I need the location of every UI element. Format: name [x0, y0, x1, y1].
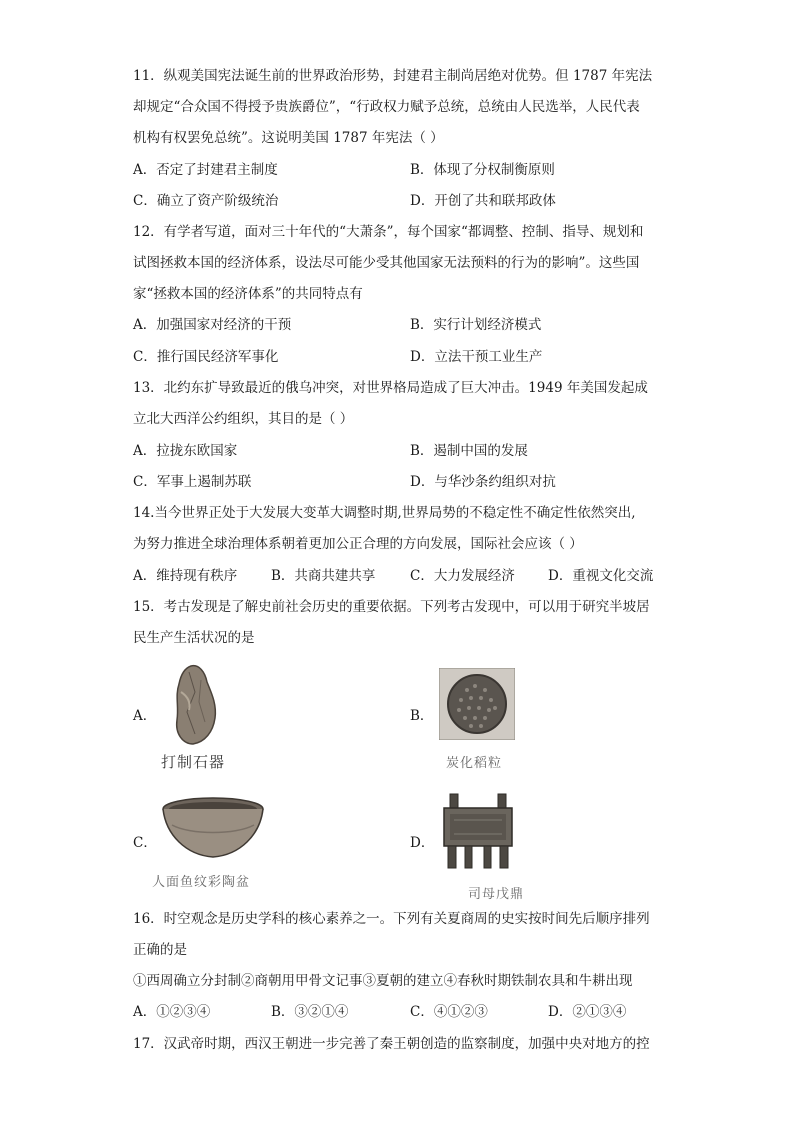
stone-tool-image[interactable] — [165, 662, 225, 752]
q12-option-d[interactable]: D．立法干预工业生产 — [410, 349, 543, 365]
q12-stem-line-2: 试图拯救本国的经济体系，设法尽可能少受其他国家无法预料的行为的影响”。这些国 — [133, 255, 640, 271]
q17-stem-line-1: 17．汉武帝时期，西汉王朝进一步完善了秦王朝创造的监察制度，加强中央对地方的控 — [133, 1036, 650, 1052]
q11-stem-line-2: 却规定“合众国不得授予贵族爵位”，“行政权力赋予总统，总统由人民选举，人民代表 — [133, 99, 640, 115]
q15-option-a[interactable]: A． — [133, 708, 157, 724]
q14-option-c[interactable]: C．大力发展经济 — [410, 568, 515, 584]
q14-stem-line-1: 14.当今世界正处于大发展大变革大调整时期,世界局势的不稳定性不确定性依然突出, — [133, 505, 636, 521]
carbonized-rice-caption: 炭化稻粒 — [446, 756, 503, 771]
q11-stem-line-3: 机构有权罢免总统”。这说明美国 1787 年宪法（ ） — [133, 130, 444, 146]
stone-tool-caption: 打制石器 — [161, 753, 226, 771]
q11-option-d[interactable]: D．开创了共和联邦政体 — [410, 193, 556, 209]
q12-stem-line-3: 家“拯救本国的经济体系”的共同特点有 — [133, 286, 363, 302]
q16-stem-line-2: 正确的是 — [133, 942, 187, 958]
q11-option-b[interactable]: B．体现了分权制衡原则 — [410, 162, 555, 178]
q11-option-a[interactable]: A．否定了封建君主制度 — [133, 162, 278, 178]
q16-stem-line-3: ①西周确立分封制②商朝用甲骨文记事③夏朝的建立④春秋时期铁制农具和牛耕出现 — [133, 973, 633, 989]
q12-option-b[interactable]: B．实行计划经济模式 — [410, 317, 542, 333]
q13-stem-line-1: 13．北约东扩导致最近的俄乌冲突，对世界格局造成了巨大冲击。1949 年美国发起成 — [133, 380, 648, 396]
q12-option-a[interactable]: A．加强国家对经济的干预 — [133, 317, 292, 333]
q15-option-c[interactable]: C． — [133, 835, 157, 851]
q16-option-b[interactable]: B．③②①④ — [271, 1004, 349, 1020]
q16-option-c[interactable]: C．④①②③ — [410, 1004, 488, 1020]
q11-stem-line-1: 11．纵观美国宪法诞生前的世界政治形势，封建君主制尚居绝对优势。但 1787 年宪法 — [133, 68, 653, 84]
painted-pottery-basin-caption: 人面鱼纹彩陶盆 — [152, 875, 251, 890]
q16-stem-line-1: 16．时空观念是历史学科的核心素养之一。下列有关夏商周的史实按时间先后顺序排列 — [133, 911, 650, 927]
bronze-ding-image[interactable] — [440, 790, 516, 876]
q16-option-d[interactable]: D．②①③④ — [548, 1004, 627, 1020]
q13-option-c[interactable]: C．军事上遏制苏联 — [133, 474, 252, 490]
q14-option-d[interactable]: D．重视文化交流 — [548, 568, 654, 584]
q12-stem-line-1: 12．有学者写道，面对三十年代的“大萧条”，每个国家“都调整、控制、指导、规划和 — [133, 224, 644, 240]
q12-option-c[interactable]: C．推行国民经济军事化 — [133, 349, 279, 365]
q13-option-a[interactable]: A．拉拢东欧国家 — [133, 443, 238, 459]
carbonized-rice-image[interactable] — [439, 668, 515, 744]
q11-option-c[interactable]: C．确立了资产阶级统治 — [133, 193, 279, 209]
q15-option-d[interactable]: D． — [410, 835, 435, 851]
q15-stem-line-2: 民生产生活状况的是 — [133, 630, 255, 646]
q15-stem-line-1: 15．考古发现是了解史前社会历史的重要依据。下列考古发现中，可以用于研究半坡居 — [133, 599, 650, 615]
q14-option-b[interactable]: B．共商共建共享 — [271, 568, 376, 584]
bronze-ding-caption: 司母戊鼎 — [468, 887, 525, 902]
q16-option-a[interactable]: A．①②③④ — [133, 1004, 211, 1020]
q15-option-b[interactable]: B． — [410, 708, 434, 724]
q14-option-a[interactable]: A．维持现有秩序 — [133, 568, 238, 584]
q13-option-b[interactable]: B．遏制中国的发展 — [410, 443, 528, 459]
q14-stem-line-2: 为努力推进全球治理体系朝着更加公正合理的方向发展，国际社会应该（ ） — [133, 536, 583, 552]
painted-pottery-basin-image[interactable] — [160, 795, 266, 865]
q13-option-d[interactable]: D．与华沙条约组织对抗 — [410, 474, 556, 490]
q13-stem-line-2: 立北大西洋公约组织，其目的是（ ） — [133, 411, 354, 427]
